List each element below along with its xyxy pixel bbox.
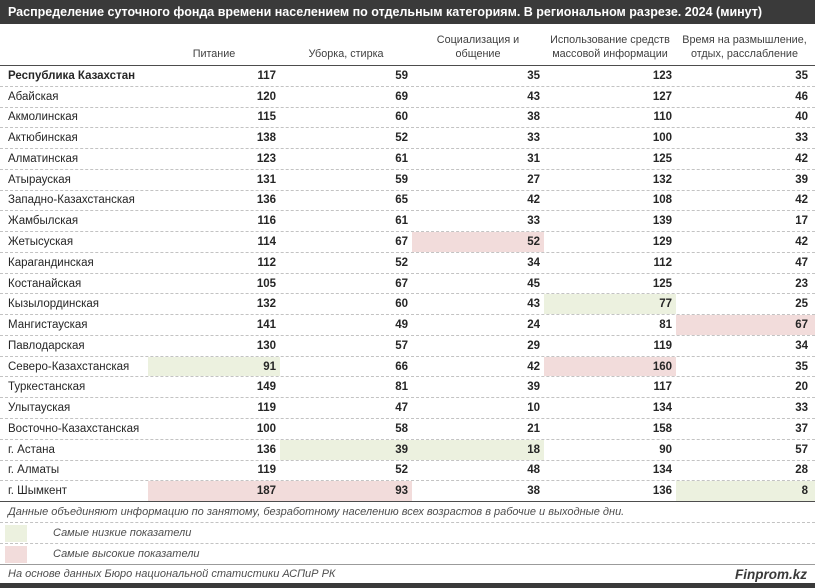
value-cell: 39 (527, 381, 540, 394)
region-name: Кызылординская (8, 298, 100, 311)
value-cell: 35 (527, 69, 540, 82)
value-cell: 48 (527, 464, 540, 477)
header-cleaning: Уборка, стирка (308, 47, 384, 60)
value-cell: 130 (256, 339, 276, 352)
table-row (0, 440, 815, 461)
value-cell: 27 (527, 173, 540, 186)
value-cell: 43 (527, 298, 540, 311)
value-cell: 139 (652, 215, 672, 228)
value-cell: 35 (795, 69, 808, 82)
value-cell: 77 (544, 294, 676, 314)
value-cell: 42 (795, 152, 808, 165)
value-cell: 59 (395, 173, 408, 186)
value-cell: 123 (652, 69, 672, 82)
value-cell: 132 (256, 298, 276, 311)
value-cell: 31 (527, 152, 540, 165)
value-cell: 134 (652, 464, 672, 477)
region-name: Актюбинская (8, 132, 78, 145)
region-name: Западно-Казахстанская (8, 194, 135, 207)
value-cell: 81 (659, 319, 672, 332)
value-cell: 34 (795, 339, 808, 352)
value-cell: 29 (527, 339, 540, 352)
legend-low-swatch (5, 525, 27, 542)
value-cell: 42 (795, 194, 808, 207)
value-cell: 23 (795, 277, 808, 290)
table-row (0, 315, 815, 336)
table-row (0, 232, 815, 253)
value-cell: 57 (395, 339, 408, 352)
value-cell: 138 (256, 132, 276, 145)
value-cell: 52 (395, 132, 408, 145)
value-cell: 37 (795, 422, 808, 435)
value-cell: 160 (544, 357, 676, 377)
value-cell: 125 (652, 277, 672, 290)
value-cell: 119 (257, 402, 276, 415)
value-cell: 65 (395, 194, 408, 207)
table-row (0, 274, 815, 295)
value-cell: 57 (795, 443, 808, 456)
value-cell: 119 (653, 339, 672, 352)
value-cell: 108 (652, 194, 672, 207)
region-name: Карагандинская (8, 256, 94, 269)
value-cell: 134 (652, 402, 672, 415)
value-cell: 28 (795, 464, 808, 477)
value-cell: 141 (256, 319, 276, 332)
legend-row-low (0, 523, 815, 544)
value-cell: 120 (256, 90, 276, 103)
value-cell: 24 (527, 319, 540, 332)
value-cell: 58 (395, 422, 408, 435)
value-cell: 60 (395, 298, 408, 311)
header-rest: Время на размышление, отдых, расслабление (682, 33, 807, 60)
legend-high-swatch (5, 546, 27, 563)
table-row (0, 128, 815, 149)
value-cell: 117 (257, 69, 276, 82)
value-cell: 52 (395, 464, 408, 477)
value-cell: 125 (652, 152, 672, 165)
table-row (0, 481, 815, 501)
value-cell: 20 (795, 381, 808, 394)
table-row (0, 461, 815, 482)
value-cell: 39 (280, 440, 412, 460)
value-cell: 38 (527, 485, 540, 498)
value-cell: 149 (256, 381, 276, 394)
value-cell: 52 (395, 256, 408, 269)
value-cell: 38 (527, 111, 540, 124)
value-cell: 43 (527, 90, 540, 103)
value-cell: 39 (795, 173, 808, 186)
table-row (0, 377, 815, 398)
region-name: Абайская (8, 90, 59, 103)
source-row (0, 565, 815, 583)
value-cell: 21 (527, 422, 540, 435)
value-cell: 100 (256, 422, 276, 435)
value-cell: 40 (795, 111, 808, 124)
value-cell: 100 (652, 132, 672, 145)
value-cell: 90 (659, 443, 672, 456)
region-name: Республика Казахстан (8, 69, 136, 82)
region-name: Северо-Казахстанская (8, 360, 130, 373)
value-cell: 8 (676, 481, 815, 501)
header-socializing: Социализация и общение (436, 33, 520, 60)
value-cell: 91 (148, 357, 280, 377)
table-row (0, 191, 815, 212)
table-body (0, 65, 815, 502)
region-name: Костанайская (8, 277, 82, 290)
value-cell: 129 (652, 236, 672, 248)
footnote-text: Данные объединяют информацию по занятому, безработному населению всех возрастов в рабочие и выходные дни. (8, 506, 625, 518)
value-cell: 35 (795, 360, 808, 373)
page-title: Распределение суточного фонда времени населением по отдельным категориям. В региональном разрезе. 2024 (минут) (8, 5, 763, 19)
value-cell: 112 (653, 256, 672, 269)
table-row (0, 87, 815, 108)
value-cell: 17 (795, 215, 808, 228)
value-cell: 81 (395, 381, 408, 394)
value-cell: 110 (653, 111, 672, 124)
value-cell: 45 (527, 277, 540, 290)
value-cell: 66 (395, 360, 408, 373)
table-row (0, 170, 815, 191)
value-cell: 131 (256, 173, 276, 186)
value-cell: 42 (795, 236, 808, 248)
table-row (0, 253, 815, 274)
header-mass-media: Использование средств массовой информации (550, 33, 670, 60)
brand-logo: Finprom.kz (734, 566, 807, 582)
value-cell: 187 (148, 481, 280, 501)
value-cell: 116 (257, 215, 276, 228)
region-name: Жамбылская (8, 215, 79, 228)
region-name: г. Астана (8, 443, 55, 456)
region-name: Акмолинская (8, 111, 78, 124)
value-cell: 33 (527, 132, 540, 145)
value-cell: 112 (257, 256, 276, 269)
value-cell: 123 (256, 152, 276, 165)
value-cell: 67 (676, 315, 815, 335)
header-eating: Питание (192, 47, 236, 60)
value-cell: 105 (256, 277, 276, 290)
value-cell: 18 (412, 440, 544, 460)
footnote-row (0, 502, 815, 523)
table-row (0, 149, 815, 170)
table-row (0, 108, 815, 129)
value-cell: 119 (257, 464, 276, 477)
region-name: г. Шымкент (8, 485, 68, 498)
region-name: Павлодарская (8, 339, 85, 352)
value-cell: 117 (653, 381, 672, 394)
region-name: Алматинская (8, 152, 79, 165)
region-name: Жетысуская (8, 236, 74, 248)
legend-low-label: Самые низкие показатели (53, 527, 192, 539)
value-cell: 42 (527, 194, 540, 207)
value-cell: 136 (652, 485, 672, 498)
value-cell: 59 (395, 69, 408, 82)
value-cell: 34 (527, 256, 540, 269)
value-cell: 33 (527, 215, 540, 228)
table-row (0, 336, 815, 357)
legend-row-high (0, 544, 815, 565)
value-cell: 93 (280, 481, 412, 501)
value-cell: 47 (795, 256, 808, 269)
value-cell: 115 (257, 111, 276, 124)
table-header-row (0, 24, 815, 65)
table-row (0, 294, 815, 315)
table-row (0, 419, 815, 440)
value-cell: 33 (795, 132, 808, 145)
table-row (0, 398, 815, 419)
value-cell: 136 (256, 194, 276, 207)
table-row (0, 66, 815, 87)
value-cell: 114 (257, 236, 276, 248)
value-cell: 60 (395, 111, 408, 124)
region-name: Мангистауская (8, 319, 88, 332)
table-row (0, 357, 815, 378)
value-cell: 61 (395, 215, 408, 228)
value-cell: 127 (652, 90, 672, 103)
legend-high-label: Самые высокие показатели (53, 548, 200, 560)
region-name: Туркестанская (8, 381, 86, 394)
source-text: На основе данных Бюро национальной статистики АСПиР РК (8, 568, 336, 580)
region-name: г. Алматы (8, 464, 60, 477)
value-cell: 158 (652, 422, 672, 435)
region-name: Восточно-Казахстанская (8, 422, 140, 435)
value-cell: 49 (395, 319, 408, 332)
value-cell: 67 (395, 277, 408, 290)
value-cell: 67 (395, 236, 408, 248)
value-cell: 42 (527, 360, 540, 373)
table-row (0, 211, 815, 232)
value-cell: 132 (652, 173, 672, 186)
value-cell: 136 (256, 443, 276, 456)
value-cell: 69 (395, 90, 408, 103)
value-cell: 33 (795, 402, 808, 415)
bottom-accent-bar (0, 583, 815, 588)
title-bar (0, 0, 815, 24)
value-cell: 10 (527, 402, 540, 415)
region-name: Улытауская (8, 402, 71, 415)
value-cell: 52 (412, 232, 544, 252)
value-cell: 47 (395, 402, 408, 415)
region-name: Атырауская (8, 173, 71, 186)
value-cell: 25 (795, 298, 808, 311)
value-cell: 61 (395, 152, 408, 165)
value-cell: 46 (795, 90, 808, 103)
